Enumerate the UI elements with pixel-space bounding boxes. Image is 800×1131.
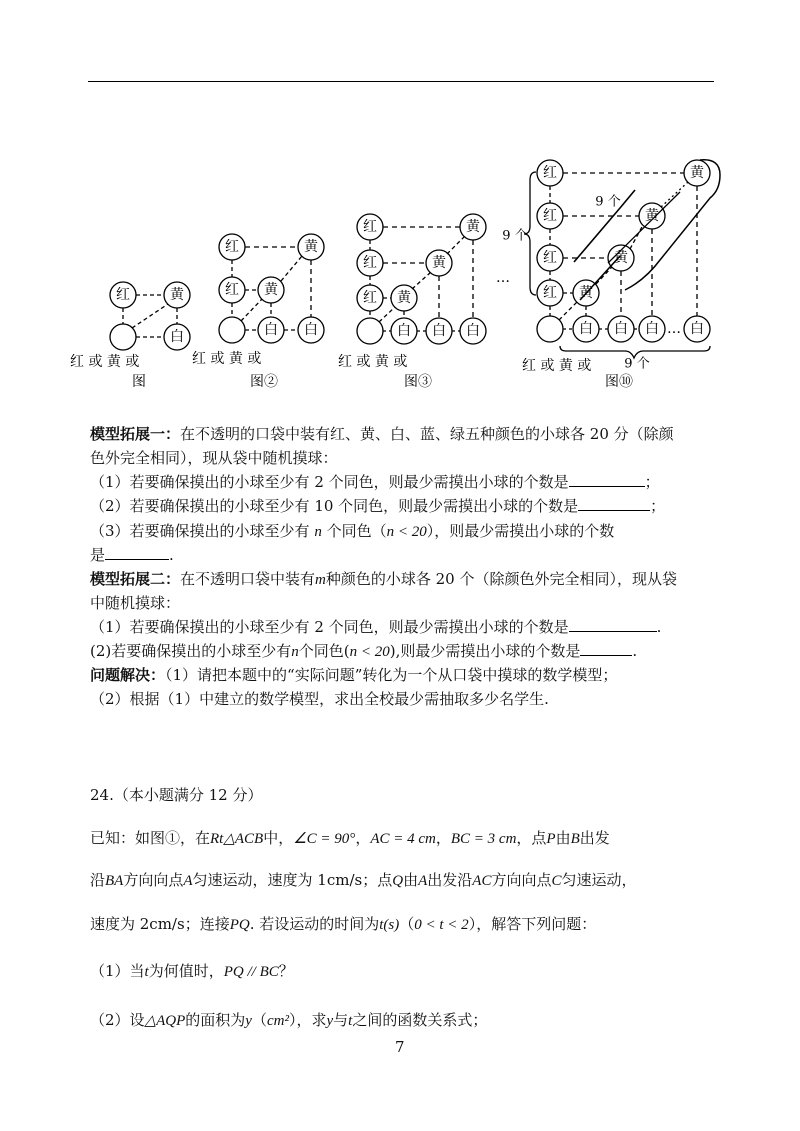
ball-red: 红	[543, 208, 557, 224]
nine-label-left: 9 个	[502, 228, 528, 244]
caption: 红 或 黄 或	[192, 351, 262, 367]
ext2-intro: 模型拓展二：在不透明口袋中装有m种颜色的小球各 20 个（除颜色外完全相同），现从袋	[90, 570, 678, 588]
ball-red: 红	[363, 219, 377, 235]
header-rule	[88, 81, 714, 82]
q24-heading: 24.（本小题满分 12 分）	[90, 786, 263, 804]
ext2-q1: （1）若要确保摸出的小球至少有 2 个同色，则最少需摸出小球的个数是 .	[90, 618, 662, 636]
ext1-q3-cont: 是 .	[90, 546, 174, 564]
caption: 红 或 黄 或	[70, 354, 140, 370]
ball-white: 白	[614, 321, 628, 337]
q24-line1: 已知：如图①，在Rt△ACB中，∠C = 90°，AC = 4 cm，BC = 3 cm，点P由B出发	[90, 829, 610, 847]
ball-red: 红	[225, 282, 239, 298]
ball-white: 白	[170, 329, 184, 345]
ball-red: 红	[363, 290, 377, 306]
ball-white: 白	[432, 323, 446, 339]
ball-white: 白	[466, 323, 480, 339]
ext2-intro2: 中随机摸球：	[90, 594, 181, 612]
figure-label: 图	[132, 374, 146, 390]
ext1-intro: 模型拓展一：在不透明的口袋中装有红、黄、白、蓝、绿五种颜色的小球各 20 分（除颜	[90, 425, 674, 443]
ball-yellow: 黄	[170, 287, 184, 303]
ball-yellow: 黄	[397, 290, 411, 306]
ball-yellow: 黄	[264, 282, 278, 298]
ext1-title: 模型拓展一：	[90, 425, 181, 443]
solve-title: 问题解决：	[90, 666, 166, 684]
ball-white: 白	[690, 321, 704, 337]
answer-blank[interactable]	[569, 472, 645, 487]
answer-blank[interactable]	[578, 496, 650, 511]
ball-white: 白	[304, 322, 318, 338]
ball-yellow: 黄	[690, 165, 704, 181]
ext2-q2: (2)若要确保摸出的小球至少有n个同色(n < 20),则最少需摸出小球的个数是 .	[90, 642, 638, 660]
ball-red: 红	[543, 165, 557, 181]
ball-white: 白	[579, 321, 593, 337]
ball-red: 红	[116, 287, 130, 303]
page-number: 7	[395, 1038, 405, 1056]
ball-yellow: 黄	[466, 219, 480, 235]
ellipsis: …	[667, 321, 681, 337]
ball-yellow: 黄	[579, 285, 593, 301]
ball-red: 红	[225, 239, 239, 255]
figure-label: 图③	[404, 374, 432, 390]
ball-white: 白	[264, 322, 278, 338]
q24-line3: 速度为 2cm/s；连接PQ. 若设运动的时间为t(s)（0 < t < 2），解答下列问题：	[90, 915, 597, 933]
figure-label: 图②	[250, 374, 278, 390]
solve-q2: （2）根据（1）中建立的数学模型，求出全校最少需抽取多少名学生.	[90, 690, 549, 708]
ext1-q2: （2）若要确保摸出的小球至少有 10 个同色，则最少需摸出小球的个数是 ；	[90, 497, 666, 515]
ball-red: 红	[543, 250, 557, 266]
q24-sub1: （1）当t为何值时，PQ // BC？	[90, 962, 294, 980]
figure-label: 图⑩	[605, 374, 633, 390]
nine-label-bottom: 9 个	[624, 356, 650, 372]
ball-model-figure	[60, 150, 730, 395]
ball-red: 红	[543, 285, 557, 301]
q24-line2: 沿BA方向向点A匀速运动，速度为 1cm/s；点Q由A出发沿AC方向向点C匀速运动，	[90, 871, 637, 889]
q24-sub2: （2）设△AQP的面积为y（cm²），求y与t之间的函数关系式；	[90, 1011, 488, 1029]
ball-white: 白	[645, 321, 659, 337]
ext1-q3: （3）若要确保摸出的小球至少有 n 个同色（n < 20），则最少需摸出小球的个数	[90, 522, 615, 540]
ball-white: 白	[397, 323, 411, 339]
ball-yellow: 黄	[304, 239, 318, 255]
nine-label-top: 9 个	[595, 194, 621, 210]
ellipsis: …	[496, 270, 510, 286]
answer-blank[interactable]	[580, 641, 632, 656]
ball-red: 红	[363, 255, 377, 271]
ball-yellow: 黄	[614, 250, 628, 266]
ext2-title: 模型拓展二：	[90, 570, 181, 588]
solve-q1: 问题解决：（1）请把本题中的“实际问题”转化为一个从口袋中摸球的数学模型；	[90, 666, 618, 684]
answer-blank[interactable]	[569, 617, 657, 632]
answer-blank[interactable]	[105, 545, 169, 560]
caption: 红 或 黄 或	[338, 354, 408, 370]
ball-yellow: 黄	[432, 255, 446, 271]
ext1-q1: （1）若要确保摸出的小球至少有 2 个同色，则最少需摸出小球的个数是 ；	[90, 473, 660, 491]
caption: 红 或 黄 或	[522, 358, 592, 374]
ball-yellow: 黄	[645, 208, 659, 224]
ext1-intro2: 色外完全相同），现从袋中随机摸球：	[90, 449, 338, 467]
